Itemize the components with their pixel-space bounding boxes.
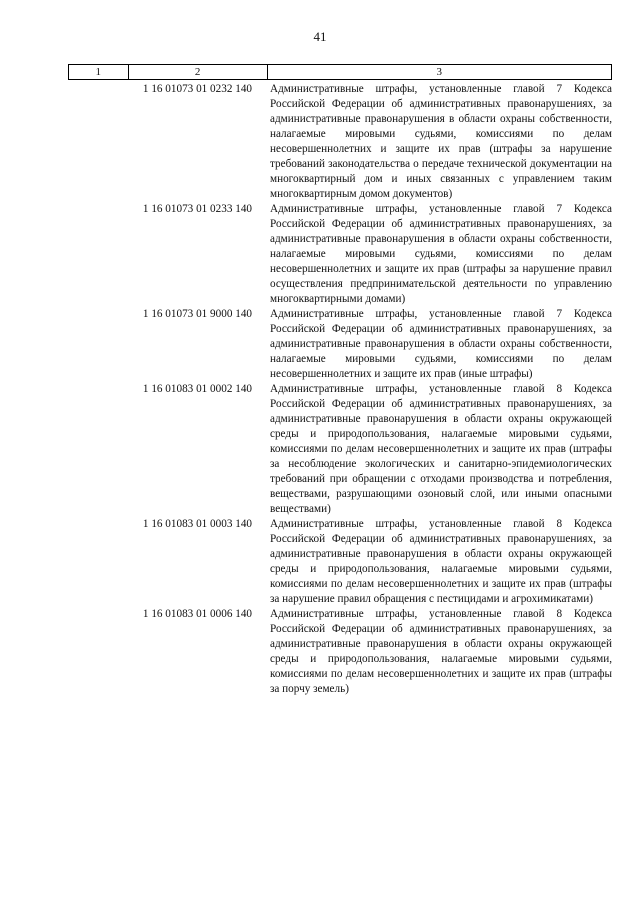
column-header-2: 2 [128, 65, 267, 80]
column-header-1: 1 [69, 65, 129, 80]
row-description: Административные штрафы, установленные главой 8 Кодекса Российской Федерации об административных правонарушениях, за административные правонарушения в области охраны окружающей среды и природопользования, налагаемые мировыми судьями, комиссиями по делам несовершеннолетних и защите их прав (штрафы за порчу земель) [270, 608, 612, 695]
row-description: Административные штрафы, установленные главой 7 Кодекса Российской Федерации об административных правонарушениях, за административные правонарушения в области охраны собственности, налагаемые мировыми судьями, комиссиями по делам несовершеннолетних и защите их прав (иные штрафы) [270, 308, 612, 380]
table-row [68, 307, 612, 382]
row-description: Административные штрафы, установленные главой 8 Кодекса Российской Федерации об административных правонарушениях, за административные правонарушения в области охраны окружающей среды и природопользования, налагаемые мировыми судьями, комиссиями по делам несовершеннолетних и защите их прав (штрафы за нарушение правил обращения с пестицидами и агрохимикатами) [270, 518, 612, 605]
budget-code: 1 16 01073 01 9000 140 [142, 308, 252, 320]
budget-code: 1 16 01083 01 0002 140 [142, 383, 252, 395]
column-header-row [69, 65, 612, 80]
budget-code: 1 16 01083 01 0006 140 [142, 608, 252, 620]
table-body [68, 82, 612, 697]
row-description: Административные штрафы, установленные главой 8 Кодекса Российской Федерации об административных правонарушениях, за административные правонарушения в области охраны окружающей среды и природопользования, налагаемые мировыми судьями, комиссиями по делам несовершеннолетних и защите их прав (штрафы за несоблюдение экологических и санитарно-эпидемиологических требований при обращении с отходами производства и потребления, веществами, разрушающими озоновый слой, или иными опасными веществами) [270, 383, 612, 515]
table-row [68, 382, 612, 517]
table-row [68, 82, 612, 202]
budget-code: 1 16 01073 01 0232 140 [142, 83, 252, 95]
budget-code: 1 16 01073 01 0233 140 [142, 203, 252, 215]
table-row [68, 607, 612, 697]
row-description: Административные штрафы, установленные главой 7 Кодекса Российской Федерации об административных правонарушениях, за административные правонарушения в области охраны собственности, налагаемые мировыми судьями, комиссиями по делам несовершеннолетних и защите их прав (штрафы за нарушение требований законодательства о передаче технической документации на многоквартирный дом и иных связанных с управлением таким многоквартирным домом документов) [270, 83, 612, 200]
page-number: 41 [313, 29, 327, 44]
table-row [68, 517, 612, 607]
column-header-3: 3 [267, 65, 611, 80]
budget-code: 1 16 01083 01 0003 140 [142, 518, 252, 530]
table-row [68, 202, 612, 307]
column-header-table [68, 64, 612, 80]
row-description: Административные штрафы, установленные главой 7 Кодекса Российской Федерации об административных правонарушениях, за административные правонарушения в области охраны собственности, налагаемые мировыми судьями, комиссиями по делам несовершеннолетних и защите их прав (штрафы за нарушение правил осуществления предпринимательской деятельности по управлению многоквартирными домами) [270, 203, 612, 305]
